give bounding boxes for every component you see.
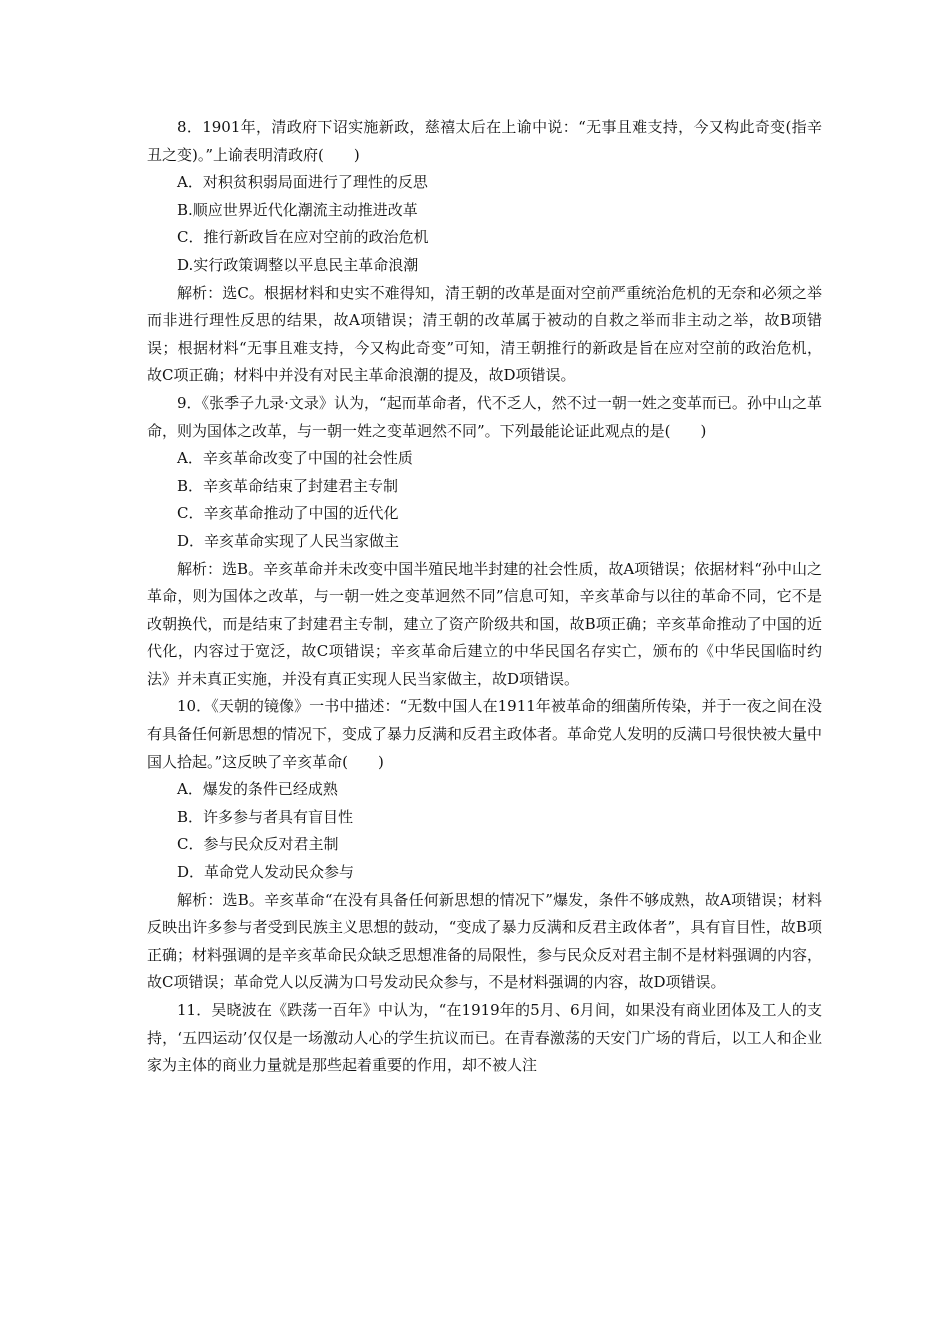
option-c: C．推行新政旨在应对空前的政治危机 bbox=[177, 228, 429, 247]
option-a: A．辛亥革命改变了中国的社会性质 bbox=[177, 449, 413, 468]
option-b: B．辛亥革命结束了封建君主专制 bbox=[177, 476, 399, 495]
question-analysis: 解析：选B。辛亥革命“在没有具备任何新思想的情况下”爆发，条件不够成熟，故A项错误；材料反映出许多参与者受到民族主义思想的鼓动，“变成了暴力反满和反君主政体者”，具有盲目性，故B项正确；材料强调的是辛亥革命民众缺乏思想准备的局限性，参与民众反对君主制不是材料强调的内容，故C项错误；革命党人以反满为口号发动民众参与，不是材料强调的内容，故D项错误。 bbox=[147, 890, 823, 992]
option-d: D．革命党人发动民众参与 bbox=[177, 863, 355, 882]
question-11 bbox=[147, 997, 822, 1080]
option-a: A．对积贫积弱局面进行了理性的反思 bbox=[177, 173, 428, 192]
option-d: D．辛亥革命实现了人民当家做主 bbox=[177, 531, 400, 550]
option-b: B.顺应世界近代化潮流主动推进改革 bbox=[177, 200, 418, 219]
question-10 bbox=[147, 693, 822, 997]
question-analysis: 解析：选B。辛亥革命并未改变中国半殖民地半封建的社会性质，故A项错误；依据材料“孙中山之革命，则为国体之改革，与一朝一姓之变革迥然不同”信息可知，辛亥革命与以往的革命不同，它不是改朝换代，而是结束了封建君主专制，建立了资产阶级共和国，故B项正确；辛亥革命推动了中国的近代化，内容过于宽泛，故C项错误；辛亥革命后建立的中华民国名存实亡，颁布的《中华民国临时约法》并未真正实施，并没有真正实现人民当家做主，故D项错误。 bbox=[147, 559, 822, 688]
question-stem: 11．吴晓波在《跌荡一百年》中认为，“在1919年的5月、6月间，如果没有商业团体及工人的支持，‘五四运动’仅仅是一场激动人心的学生抗议而已。在青春激荡的天安门广场的背后，以工人和企业家为主体的商业力量就是那些起着重要的作用，却不被人注 bbox=[147, 1001, 822, 1075]
question-stem: 8．1901年，清政府下诏实施新政，慈禧太后在上谕中说：“无事且难支持，今又构此奇变(指辛丑之变)。”上谕表明清政府( ) bbox=[147, 118, 822, 164]
option-c: C．参与民众反对君主制 bbox=[177, 835, 339, 854]
document-page bbox=[147, 114, 822, 1080]
question-9 bbox=[147, 390, 822, 694]
option-b: B．许多参与者具有盲目性 bbox=[177, 807, 354, 826]
question-8 bbox=[147, 114, 822, 390]
option-a: A．爆发的条件已经成熟 bbox=[177, 780, 338, 799]
question-stem: 9．《张季子九录·文录》认为，“起而革命者，代不乏人，然不过一朝一姓之变革而已。孙中山之革命，则为国体之改革，与一朝一姓之变革迥然不同”。下列最能论证此观点的是( ) bbox=[147, 393, 822, 440]
question-analysis: 解析：选C。根据材料和史实不难得知，清王朝的改革是面对空前严重统治危机的无奈和必须之举而非进行理性反思的结果，故A项错误；清王朝的改革属于被动的自救之举而非主动之举，故B项错误；根据材料“无事且难支持，今又构此奇变”可知，清王朝推行的新政是旨在应对空前的政治危机，故C项正确；材料中并没有对民主革命浪潮的提及，故D项错误。 bbox=[147, 283, 822, 385]
option-c: C．辛亥革命推动了中国的近代化 bbox=[177, 504, 399, 523]
question-stem: 10．《天朝的镜像》一书中描述：“无数中国人在1911年被革命的细菌所传染，并于一夜之间在没有具备任何新思想的情况下，变成了暴力反满和反君主政体者。革命党人发明的反满口号很快被大量中国人拾起。”这反映了辛亥革命( ) bbox=[147, 697, 823, 771]
option-d: D.实行政策调整以平息民主革命浪潮 bbox=[177, 255, 419, 274]
